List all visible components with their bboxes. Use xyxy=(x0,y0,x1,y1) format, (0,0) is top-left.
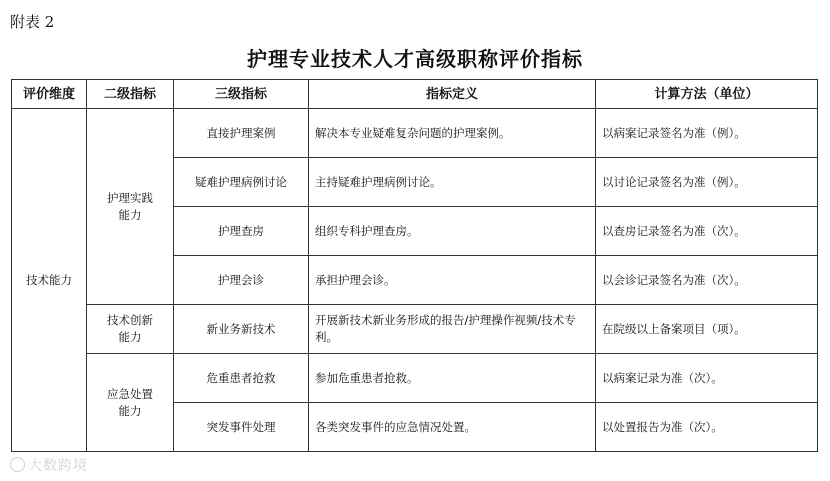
definition-cell: 承担护理会诊。 xyxy=(309,256,596,305)
tertiary-cell: 新业务新技术 xyxy=(174,305,309,354)
tertiary-cell: 护理查房 xyxy=(174,207,309,256)
secondary-cell: 技术创新 能力 xyxy=(87,305,174,354)
document-title: 护理专业技术人才高级职称评价指标 xyxy=(247,47,583,71)
table-row xyxy=(12,354,818,403)
header-tertiary: 三级指标 xyxy=(174,80,309,109)
secondary-cell: 护理实践 能力 xyxy=(87,109,174,305)
header-definition: 指标定义 xyxy=(309,80,596,109)
method-cell: 以病案记录签名为准（例）。 xyxy=(596,109,818,158)
method-cell: 以会诊记录签名为准（次）。 xyxy=(596,256,818,305)
watermark xyxy=(10,455,88,475)
appendix-label: 附表 2 xyxy=(10,13,55,31)
definition-cell: 组织专科护理查房。 xyxy=(309,207,596,256)
definition-cell: 解决本专业疑难复杂问题的护理案例。 xyxy=(309,109,596,158)
header-dimension: 评价维度 xyxy=(12,80,87,109)
tertiary-cell: 直接护理案例 xyxy=(174,109,309,158)
method-cell: 以讨论记录签名为准（例）。 xyxy=(596,158,818,207)
tertiary-cell: 突发事件处理 xyxy=(174,403,309,452)
tertiary-cell: 危重患者抢救 xyxy=(174,354,309,403)
secondary-cell: 应急处置 能力 xyxy=(87,354,174,452)
indicator-table xyxy=(11,79,818,452)
method-cell: 以查房记录签名为准（次）。 xyxy=(596,207,818,256)
tertiary-cell: 护理会诊 xyxy=(174,256,309,305)
watermark-text: 大数跨境 xyxy=(28,458,88,474)
table-header-row xyxy=(12,80,818,109)
dimension-cell: 技术能力 xyxy=(12,109,87,452)
definition-cell: 参加危重患者抢救。 xyxy=(309,354,596,403)
method-cell: 以处置报告为准（次）。 xyxy=(596,403,818,452)
definition-cell: 开展新技术新业务形成的报告/护理操作视频/技术专利。 xyxy=(309,305,596,354)
table-row xyxy=(12,109,818,158)
tertiary-cell: 疑难护理病例讨论 xyxy=(174,158,309,207)
header-secondary: 二级指标 xyxy=(87,80,174,109)
table-row xyxy=(12,305,818,354)
method-cell: 在院级以上备案项目（项）。 xyxy=(596,305,818,354)
definition-cell: 主持疑难护理病例讨论。 xyxy=(309,158,596,207)
watermark-logo-icon xyxy=(10,457,25,472)
header-method: 计算方法（单位） xyxy=(596,80,818,109)
method-cell: 以病案记录为准（次）。 xyxy=(596,354,818,403)
definition-cell: 各类突发事件的应急情况处置。 xyxy=(309,403,596,452)
